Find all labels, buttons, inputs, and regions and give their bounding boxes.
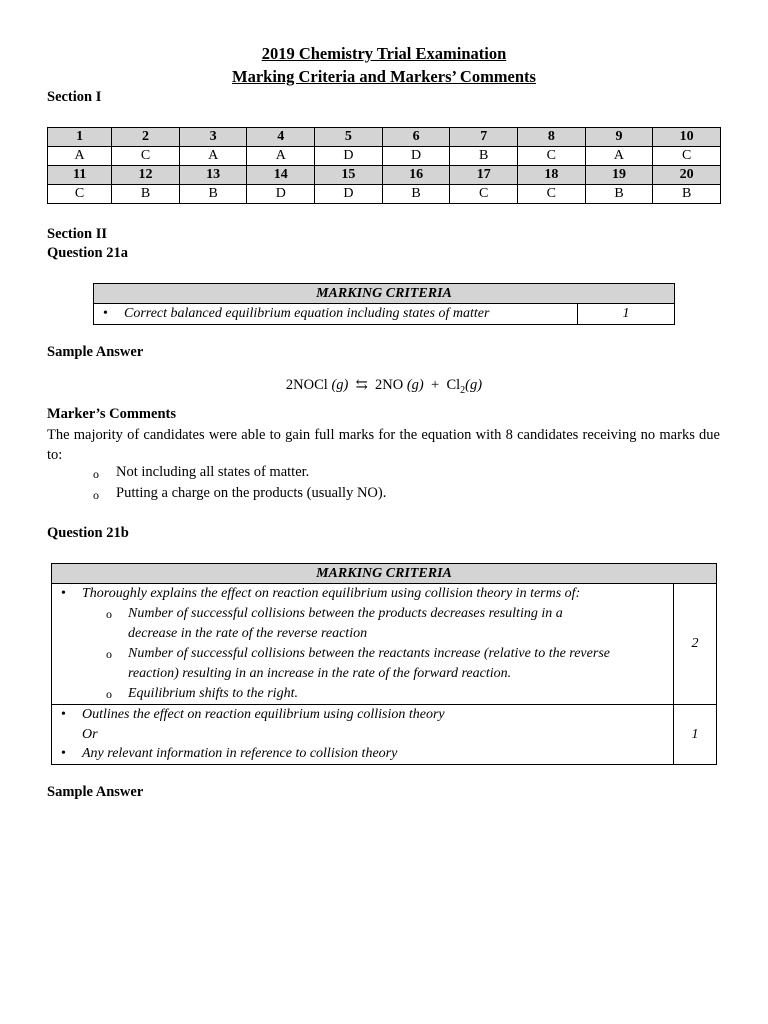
section2-heading: Section II xyxy=(47,226,108,242)
multiple-choice-answer-table xyxy=(47,127,721,204)
sub-bullet-circle-icon: o xyxy=(106,686,112,701)
q21a-comment-item-1: Not including all states of matter. xyxy=(116,464,310,480)
q21a-criteria-header-row xyxy=(94,284,675,304)
mc-answer-row-2 xyxy=(48,185,721,204)
equilibrium-equation xyxy=(0,377,768,396)
mc-question-number: 14 xyxy=(247,166,315,185)
mc-answer: B xyxy=(653,185,721,204)
q21b-sub-criterion-3: Equilibrium shifts to the right. xyxy=(128,685,298,701)
q21a-criterion-text: Correct balanced equilibrium equation including states of matter xyxy=(124,306,490,321)
equation-plus: + xyxy=(431,377,440,393)
mc-answer: D xyxy=(247,185,315,204)
mc-answer: B xyxy=(179,185,247,204)
q21a-comments-paragraph: The majority of candidates were able to gain full marks for the equation with 8 candidates receiving no marks due to: xyxy=(47,427,720,463)
equation-product-1-state: (g) xyxy=(406,377,424,393)
mc-answer: B xyxy=(112,185,180,204)
mc-question-number: 3 xyxy=(179,128,247,147)
list-circle-icon: o xyxy=(93,467,99,481)
q21b-sample-answer-heading: Sample Answer xyxy=(47,784,144,800)
equation-product-2-subscript: 2 xyxy=(460,384,466,396)
mc-question-number: 12 xyxy=(112,166,180,185)
mc-answer: A xyxy=(179,147,247,166)
mc-answer: B xyxy=(585,185,653,204)
mc-answer: B xyxy=(382,185,450,204)
bullet-icon: • xyxy=(61,707,66,723)
q21b-row1-main-text: Thoroughly explains the effect on reaction equilibrium using collision theory in terms of: xyxy=(82,586,581,602)
q21b-marking-criteria-table xyxy=(51,563,717,765)
q21a-comment-item-2: Putting a charge on the products (usually NO). xyxy=(116,485,387,501)
mc-answer: A xyxy=(48,147,112,166)
mc-answer: C xyxy=(653,147,721,166)
q21a-criteria-row xyxy=(94,304,675,325)
q21b-heading: Question 21b xyxy=(47,525,129,541)
bullet-icon: • xyxy=(61,746,66,762)
q21b-row2-item-1: Outlines the effect on reaction equilibrium using collision theory xyxy=(82,707,445,723)
mc-answer: C xyxy=(112,147,180,166)
q21a-criteria-header: MARKING CRITERIA xyxy=(94,284,675,304)
q21b-row2-or: Or xyxy=(82,726,98,742)
mc-question-number: 18 xyxy=(518,166,586,185)
q21b-criteria-row-2 xyxy=(52,705,717,765)
mc-question-number: 10 xyxy=(653,128,721,147)
mc-number-row-1 xyxy=(48,128,721,147)
bullet-icon: • xyxy=(61,586,66,602)
list-circle-icon: o xyxy=(93,488,99,502)
equation-product-2: Cl xyxy=(446,377,461,393)
mc-question-number: 1 xyxy=(48,128,112,147)
q21b-sub-criterion-2a: Number of successful collisions between the reactants increase (relative to the reverse xyxy=(128,645,610,661)
mc-question-number: 8 xyxy=(518,128,586,147)
mc-answer: C xyxy=(518,185,586,204)
q21b-criteria-header: MARKING CRITERIA xyxy=(52,564,717,584)
mc-answer: C xyxy=(450,185,518,204)
equation-reactant: 2NOCl xyxy=(285,377,328,393)
mc-question-number: 7 xyxy=(450,128,518,147)
mc-answer: C xyxy=(48,185,112,204)
mc-question-number: 5 xyxy=(315,128,383,147)
q21a-criterion-mark: 1 xyxy=(578,304,675,325)
sub-bullet-circle-icon: o xyxy=(106,646,112,661)
mc-answer: D xyxy=(315,185,383,204)
mc-question-number: 11 xyxy=(48,166,112,185)
mc-question-number: 9 xyxy=(585,128,653,147)
q21a-sample-answer-heading: Sample Answer xyxy=(47,344,144,360)
mc-question-number: 6 xyxy=(382,128,450,147)
q21b-sub-criterion-2b: reaction) resulting in an increase in the rate of the forward reaction. xyxy=(128,665,512,681)
document-title-line2: Marking Criteria and Markers’ Comments xyxy=(232,67,536,86)
mc-question-number: 2 xyxy=(112,128,180,147)
mc-answer-row-1 xyxy=(48,147,721,166)
mc-answer: A xyxy=(585,147,653,166)
q21b-sub-criterion-1b: decrease in the rate of the reverse reaction xyxy=(128,625,368,641)
mc-answer: B xyxy=(450,147,518,166)
bullet-icon: • xyxy=(103,306,108,321)
q21b-sub-criterion-1a: Number of successful collisions between the products decreases resulting in a xyxy=(128,605,563,621)
q21a-heading: Question 21a xyxy=(47,245,128,261)
mc-answer: A xyxy=(247,147,315,166)
mc-number-row-2 xyxy=(48,166,721,185)
mc-answer: C xyxy=(518,147,586,166)
q21b-row1-mark: 2 xyxy=(674,584,717,705)
equation-product-1: 2NO xyxy=(375,377,404,393)
mc-question-number: 20 xyxy=(653,166,721,185)
q21b-criteria-row-1 xyxy=(52,584,717,705)
mc-question-number: 4 xyxy=(247,128,315,147)
q21b-row2-item-2: Any relevant information in reference to collision theory xyxy=(82,746,398,762)
q21b-criteria-header-row xyxy=(52,564,717,584)
mc-question-number: 17 xyxy=(450,166,518,185)
mc-question-number: 13 xyxy=(179,166,247,185)
equation-product-2-state: (g) xyxy=(465,377,483,393)
mc-question-number: 16 xyxy=(382,166,450,185)
sub-bullet-circle-icon: o xyxy=(106,606,112,621)
mc-answer: D xyxy=(315,147,383,166)
q21b-row2-mark: 1 xyxy=(674,705,717,765)
mc-question-number: 15 xyxy=(315,166,383,185)
section1-heading: Section I xyxy=(47,89,102,105)
equilibrium-arrow-icon: ⇆ xyxy=(355,377,368,393)
q21a-markers-comments-heading: Marker’s Comments xyxy=(47,406,176,422)
equation-reactant-state: (g) xyxy=(331,377,349,393)
mc-answer: D xyxy=(382,147,450,166)
mc-question-number: 19 xyxy=(585,166,653,185)
document-title-line1: 2019 Chemistry Trial Examination xyxy=(261,44,507,63)
q21a-marking-criteria-table xyxy=(93,283,675,325)
